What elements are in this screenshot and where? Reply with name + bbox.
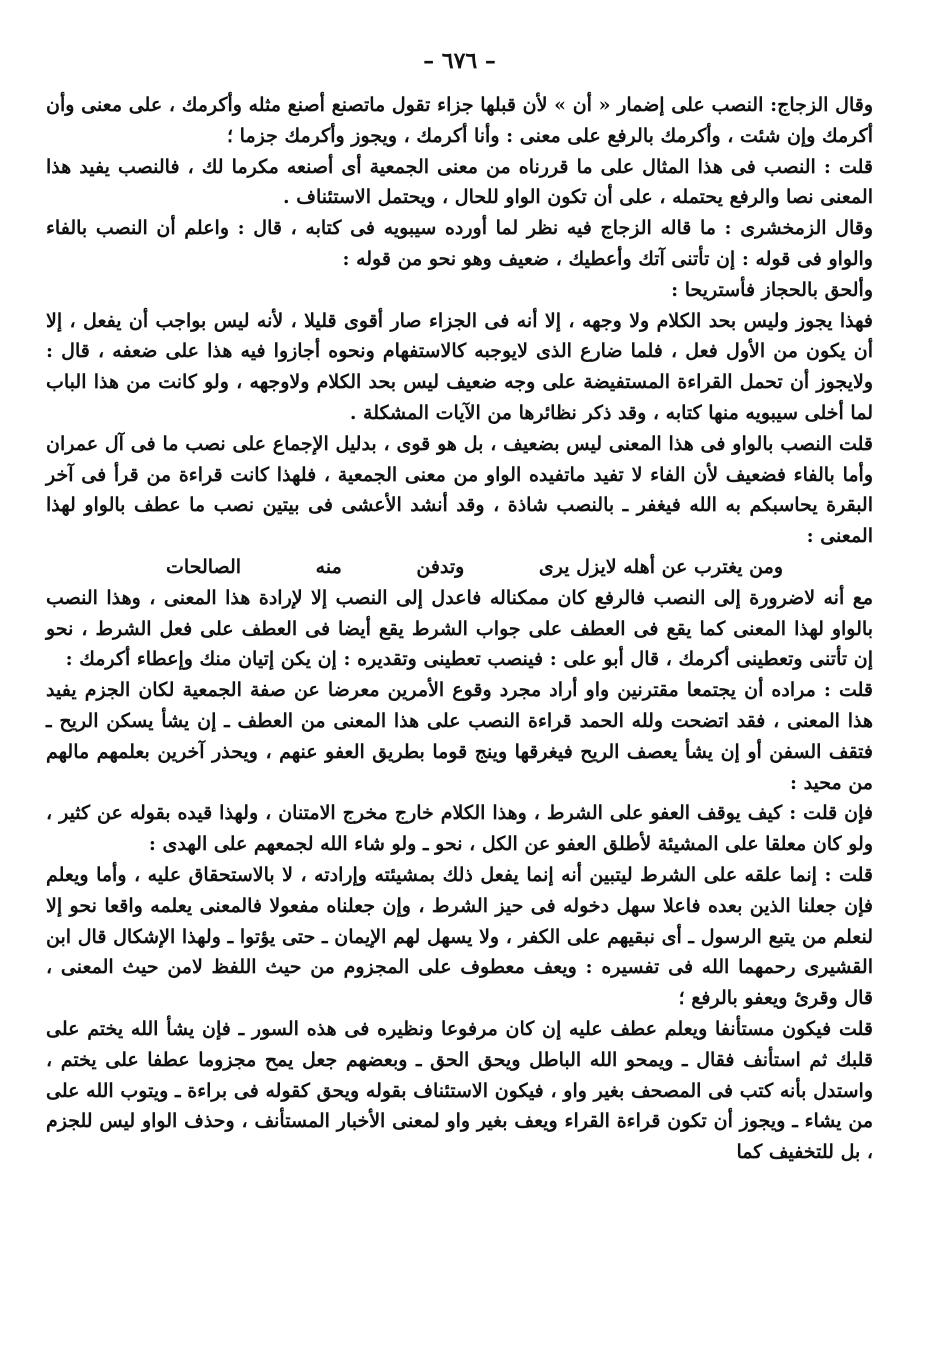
paragraph-qultu-1: قلت : النصب فى هذا المثال على ما قررناه من معنى الجمعية أى أصنعه مكرما لك ، فالنصب يفيد هذا المعنى نصا والرفع يحتمله ، على أن تكون الواو للحال ، ويحتمل الاستئناف . bbox=[46, 155, 873, 209]
paragraph-sibawayh: فهذا يجوز وليس بحد الكلام ولا وجهه ، إلا أنه فى الجزاء صار أقوى قليلا ، لأنه ليس بواجب أن يفعل ، إلا أن يكون من الأول فعل ، فلما ضارع الذى لايوجبه كالاستفهام ونحوه أجازوا فيه هذا على ضعفه ، قال : ولايجوز أن تحمل القراءة المستفيضة على وجه ضعيف ليس بحد الكلام ولاوجهه ، ولو كانت من هذا الباب لما أخلى سيبويه منها كتابه ، وقد ذكر نظائرها من الآيات المشكلة . bbox=[46, 309, 873, 424]
verse-hemistich-2-word-3: الصالحات bbox=[166, 555, 242, 578]
paragraph-verse-fragment: وألحق بالحجاز فأستريحا : bbox=[671, 278, 873, 301]
poetry-verse bbox=[46, 552, 873, 583]
page-number: – ٦٧٦ – bbox=[423, 48, 496, 74]
paragraph-zajjaj: وقال الزجاج: النصب على إضمار « أن » لأن قبلها جزاء تقول ماتصنع أصنع مثله وأكرمك ، على معنى وأن أكرمك وإن شئت ، وأكرمك بالرفع على معنى : وأنا أكرمك ، ويجوز وأكرمك جزما ؛ bbox=[46, 94, 873, 147]
paragraph-qultu-5: قلت فيكون مستأنفا ويعلم عطف عليه إن كان مرفوعا ونظيره فى هذه السور ـ فإن يشأ الله يختم على قلبك ثم استأنف فقال ـ ويمحو الله الباطل ويحق الحق ـ وبعضهم جعل يمح مجزوما عطفا على يختم ، واستدل بأنه كتب فى المصحف بغير واو ، فيكون الاستئناف بقوله ويحق كقوله فى براءة ـ ويتوب الله على من يشاء ـ ويجوز أن تكون قراءة القراء ويعف بغير واو لمعنى الأخبار المستأنف ، وحذف الواو ليس للجزم ، بل للتخفيف كما bbox=[46, 1017, 873, 1164]
paragraph-zamakhshari: وقال الزمخشرى : ما قاله الزجاج فيه نظر لما أورده سيبويه فى كتابه ، قال : واعلم أن النصب بالفاء والواو فى قوله : إن تأتنى آتك وأعطيك ، ضعيف وهو نحو من قوله : bbox=[46, 217, 873, 270]
verse-hemistich-1: ومن يغترب عن أهله لايزل يرى bbox=[538, 555, 783, 578]
paragraph-qultu-3: قلت : مراده أن يجتمعا مقترنين واو أراد مجرد وقوع الأمرين معرضا عن صفة الجمعية لكان الجزم يفيد هذا المعنى ، فقد اتضحت ولله الحمد قراءة النصب على هذا المعنى من العطف ـ إن يشأ يسكن الريح ـ فتقف السفن أو إن يشأ يعصف الريح فيغرقها وينج قوما بطريق العفو عنهم ، ويحذر آخرين بعلمهم مالهم من محيد : bbox=[46, 679, 874, 794]
verse-hemistich-2-word-2: منه bbox=[315, 555, 342, 578]
verse-hemistich-2-word-1: وتدفن bbox=[416, 555, 465, 578]
paragraph-no-necessity: مع أنه لاضرورة إلى النصب فالرفع كان ممكناله فاعدل إلى النصب إلا لإرادة هذا المعنى ، وهذا النصب بالواو لهذا المعنى كما يقع فى العطف على جواب الشرط يقع أيضا فى العطف على فعل الشرط ، نحو إن تأتنى وتعطينى أكرمك ، قال أبو على : فينصب تعطينى وتقديره : إن يكن إتيان منك وإعطاء أكرمك : bbox=[46, 586, 873, 671]
paragraph-qultu-4: قلت : إنما علقه على الشرط ليتبين أنه إنما يفعل ذلك بمشيئته وإرادته ، لا بالاستحقاق عليه ، وأما ويعلم فإن جعلنا الذين بعده فاعلا سهل دخوله فى حيز الشرط ، وإن جعلناه مفعولا فالمعنى يعلمه واقعا نحو إلا لنعلم من يتبع الرسول ـ أى نبقيهم على الكفر ، ولا يسهل لهم الإيمان ـ حتى يؤتوا ـ ولهذا الإشكال قال ابن القشيرى رحمهما الله فى تفسيره : ويعف معطوف على المجزوم من حيث اللفظ لامن حيث المعنى ، قال وقرئ ويعفو بالرفع ؛ bbox=[46, 863, 873, 1010]
paragraph-fa-in-qulta: فإن قلت : كيف يوقف العفو على الشرط ، وهذا الكلام خارج مخرج الامتنان ، ولهذا قيده بقوله عن كثير ، ولو كان معلقا على المشيئة لأطلق العفو عن الكل ، نحو ـ ولو شاء الله لجمعهم على الهدى : bbox=[46, 802, 873, 856]
paragraph-qultu-2: قلت النصب بالواو فى هذا المعنى ليس بضعيف ، بل هو قوى ، بدليل الإجماع على نصب ما فى آل عمران وأما بالفاء فضعيف لأن الفاء لا تفيد ماتفيده الواو من معنى الجمعية ، فلهذا كانت قراءة من قرأ فى آخر البقرة يحاسبكم به الله فيغفر ـ بالنصب شاذة ، وقد أنشد الأعشى فى بيتين نصب ما عطف بالواو لهذا المعنى : bbox=[46, 432, 873, 548]
